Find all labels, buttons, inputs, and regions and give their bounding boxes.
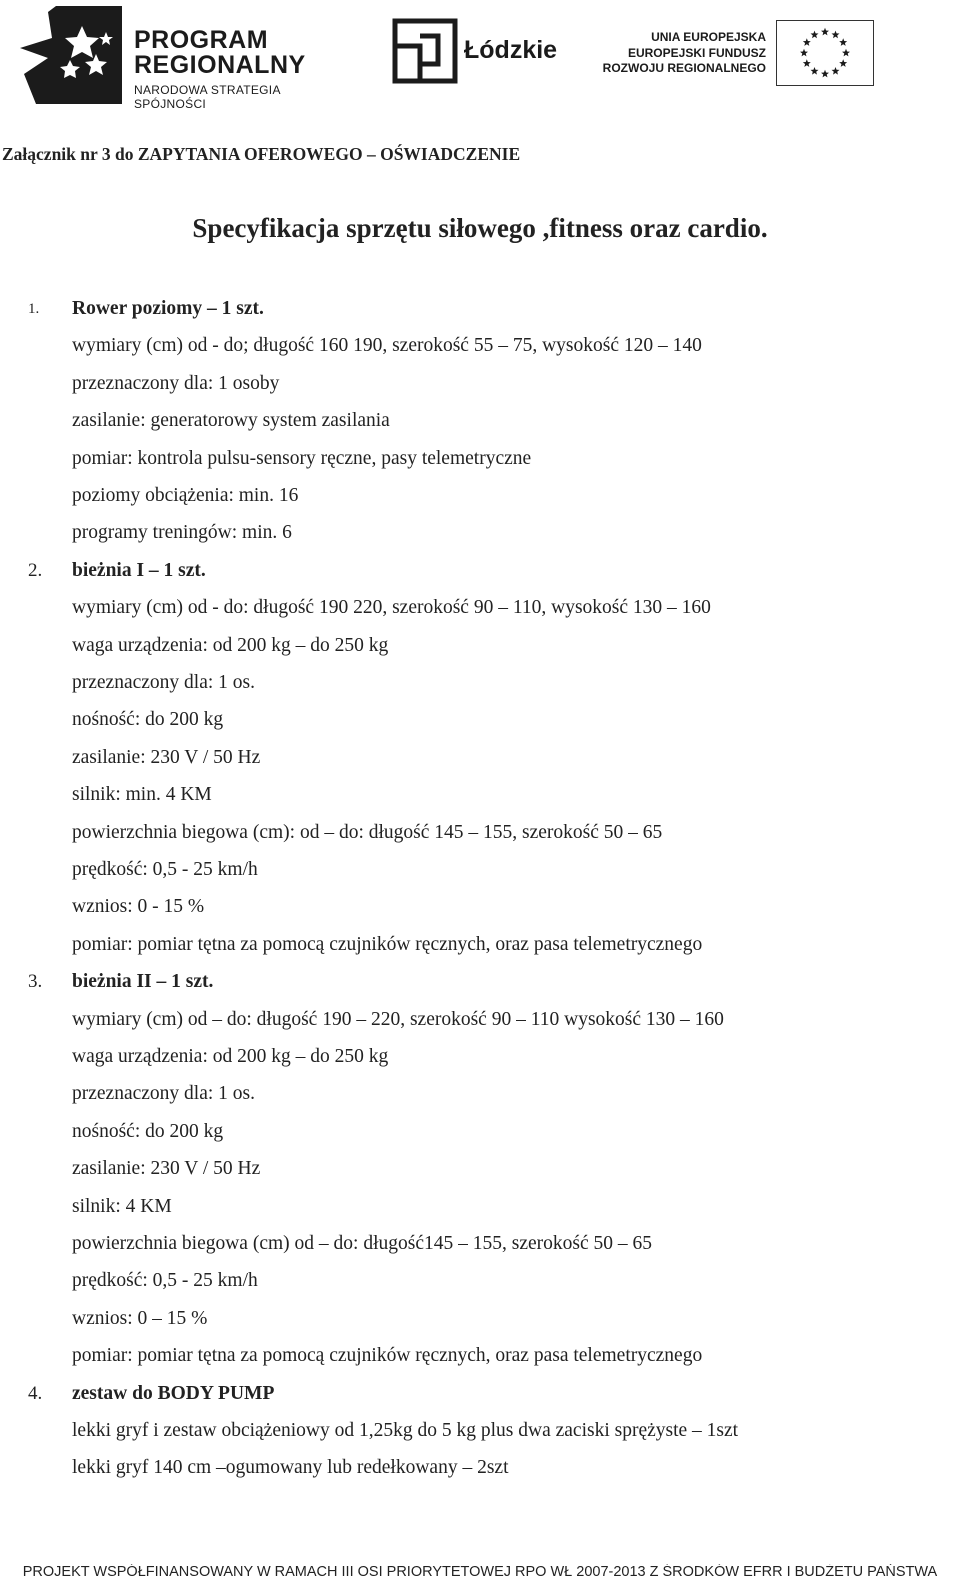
spec-line: poziomy obciążenia: min. 16 [72,485,299,506]
spec-line: silnik: 4 KM [72,1195,172,1217]
spec-line: silnik: min. 4 KM [72,784,212,806]
eu-logo-line3: ROZWOJU REGIONALNEGO [602,61,766,75]
spec-line: waga urządzenia: od 200 kg – do 250 kg [72,1046,389,1067]
spec-line: wznios: 0 – 15 % [72,1307,208,1329]
footer-note: PROJEKT WSPÓŁFINANSOWANY W RAMACH III OSI PRIORYTETOWEJ RPO WŁ 2007-2013 Z ŚRODKÓW EFRR I BUDŻETU PAŃSTWA [22,1564,938,1580]
spec-line: zasilanie: generatorowy system zasilania [72,410,390,432]
attachment-label: Załącznik nr 3 do ZAPYTANIA OFEROWEGO – OŚWIADCZENIE [2,144,521,164]
lodzkie-logo-text: Łódzkie [464,36,558,64]
program-logo-line2: REGIONALNY [134,51,306,79]
program-regionalny-logo [18,4,348,111]
spec-line: zasilanie: 230 V / 50 Hz [72,746,261,768]
lodzkie-logo [392,18,572,88]
spec-line: przeznaczony dla: 1 os. [72,1083,256,1105]
spec-line: pomiar: kontrola pulsu-sensory ręczne, pasy telemetryczne [72,447,532,469]
spec-line: wymiary (cm) od - do; długość 160 190, szerokość 55 – 75, wysokość 120 – 140 [72,335,702,357]
spec-line: prędkość: 0,5 - 25 km/h [72,859,258,880]
eu-logo [602,20,880,86]
spec-line: przeznaczony dla: 1 osoby [72,372,280,394]
item-title: bieżnia I – 1 szt. [72,559,206,581]
eu-logo-line2: EUROPEJSKI FUNDUSZ [627,46,766,60]
spec-line: prędkość: 0,5 - 25 km/h [72,1270,258,1292]
spec-line: wymiary (cm) od - do: długość 190 220, szerokość 90 – 110, wysokość 130 – 160 [72,597,711,619]
spec-line: waga urządzenia: od 200 kg – do 250 kg [72,634,389,656]
spec-line: powierzchnia biegowa (cm) od – do: długość145 – 155, szerokość 50 – 65 [72,1233,652,1254]
item-title: Rower poziomy – 1 szt. [72,298,264,319]
spec-line: nośność: do 200 kg [72,709,224,731]
spec-line: powierzchnia biegowa (cm): od – do: długość 145 – 155, szerokość 50 – 65 [72,821,663,843]
program-logo-line3: NARODOWA STRATEGIA SPÓJNOŚCI [134,83,281,111]
program-regionalny-emblem-icon [18,4,128,104]
spec-line: nośność: do 200 kg [72,1120,224,1142]
eu-flag-icon [776,20,874,86]
spec-line: lekki gryf i zestaw obciążeniowy od 1,25kg do 5 kg plus dwa zaciski sprężyste – 1szt [72,1420,739,1441]
spec-line: programy treningów: min. 6 [72,522,292,544]
lodzkie-emblem-icon [392,18,458,84]
spec-line: wymiary (cm) od – do: długość 190 – 220, szerokość 90 – 110 wysokość 130 – 160 [72,1008,724,1030]
spec-line: przeznaczony dla: 1 os. [72,672,256,693]
document-title: Specyfikacja sprzętu siłowego ,fitness oraz cardio. [192,213,768,243]
item-title: zestaw do BODY PUMP [72,1382,275,1404]
spec-line: pomiar: pomiar tętna za pomocą czujników ręcznych, oraz pasa telemetrycznego [72,1345,703,1367]
program-logo-line1: PROGRAM [134,26,269,54]
item-title: bieżnia II – 1 szt. [72,971,214,993]
item-number: 4. [28,1382,43,1404]
spec-line: lekki gryf 140 cm –ogumowany lub redełkowany – 2szt [72,1457,509,1479]
document-header [0,0,960,118]
spec-line: zasilanie: 230 V / 50 Hz [72,1158,261,1180]
item-number: 3. [28,971,43,993]
item-number: 1. [28,301,40,317]
item-number: 2. [28,559,43,581]
eu-logo-line1: UNIA EUROPEJSKA [651,30,766,44]
spec-line: wznios: 0 - 15 % [72,896,205,918]
spec-line: pomiar: pomiar tętna za pomocą czujników ręcznych, oraz pasa telemetrycznego [72,933,703,955]
